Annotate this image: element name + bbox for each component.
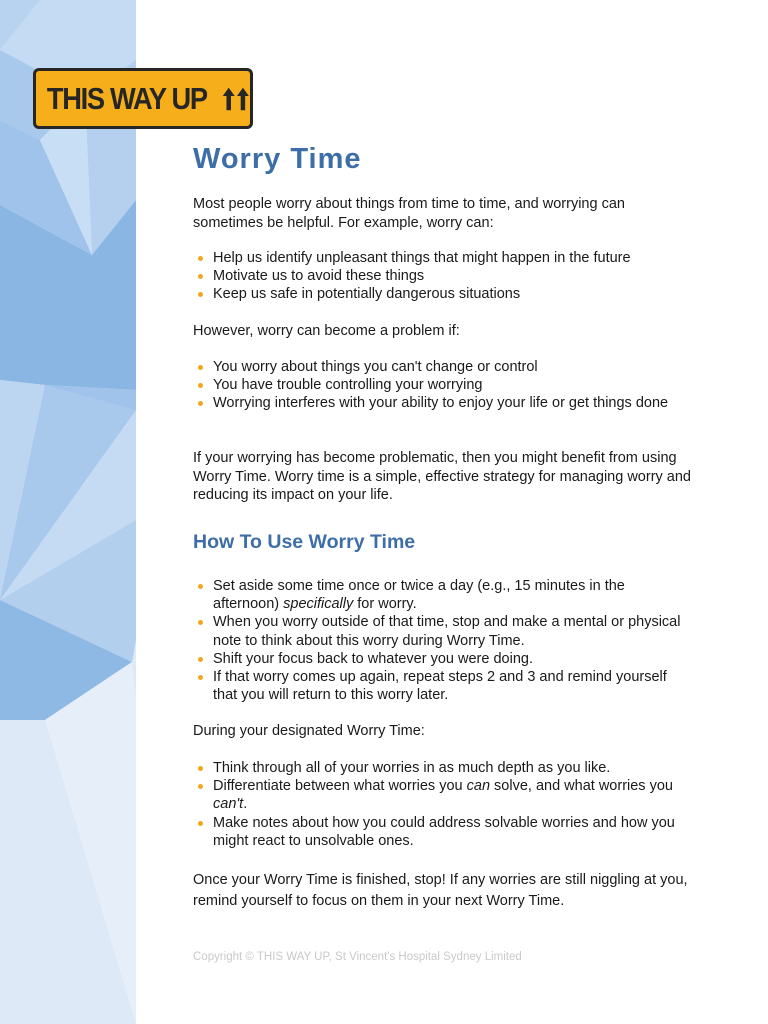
during-list [193,759,683,850]
during-intro: During your designated Worry Time: [193,723,425,739]
list-item: You have trouble controlling your worrying [193,376,673,394]
page-title: Worry Time [193,143,362,175]
item-text: Differentiate between what worries you [213,778,467,795]
emphasis-text: can [466,778,491,795]
section-heading: How To Use Worry Time [193,531,416,553]
step-text: Set aside some time once or twice a day (e.g., 15 minutes in the afternoon) [213,578,625,613]
list-item: Keep us safe in potentially dangerous situations [193,285,683,303]
list-item: Help us identify unpleasant things that might happen in the future [193,249,683,267]
list-item: Think through all of your worries in as much depth as you like. [193,759,683,777]
step-text: for worry. [353,596,417,613]
copyright-footer: Copyright © THIS WAY UP, St Vincent's Hospital Sydney Limited [193,951,522,963]
how-to-steps-list [193,577,683,704]
intro-paragraph: Most people worry about things from time to time, and worrying can sometimes be helpful. For example, worry can: [193,196,625,231]
logo-wordmark: THIS WAY UP [46,80,207,116]
list-item [193,777,683,813]
emphasis-text: can't [213,796,244,813]
list-item: Shift your focus back to whatever you were doing. [193,650,683,668]
double-up-arrow-icon [222,83,250,115]
emphasis-text: specifically [283,596,354,613]
list-item: You worry about things you can't change or control [193,358,673,376]
list-item: If that worry comes up again, repeat steps 2 and 3 and remind yourself that you will return to this worry later. [193,668,683,704]
decorative-side-panel [0,0,136,1024]
list-item: Worrying interferes with your ability to enjoy your life or get things done [193,394,673,412]
benefit-paragraph: If your worrying has become problematic, then you might benefit from using Worry Time. Worry time is a simple, effective strategy for managing worry and reducing its impact on your life. [193,450,691,503]
problem-intro: However, worry can become a problem if: [193,323,460,339]
this-way-up-logo [33,68,253,129]
list-item: When you worry outside of that time, stop and make a mental or physical note to think about this worry during Worry Time. [193,613,683,649]
item-text: . [243,796,248,813]
problem-list [193,358,673,413]
list-item [193,577,683,613]
helpful-worry-list [193,249,683,304]
item-text: solve, and what worries you [490,778,673,795]
list-item: Motivate us to avoid these things [193,267,683,285]
closing-paragraph: Once your Worry Time is finished, stop! If any worries are still niggling at you, remind yourself to focus on them in your next Worry Time. [193,872,688,909]
list-item: Make notes about how you could address solvable worries and how you might react to unsolvable ones. [193,814,683,850]
